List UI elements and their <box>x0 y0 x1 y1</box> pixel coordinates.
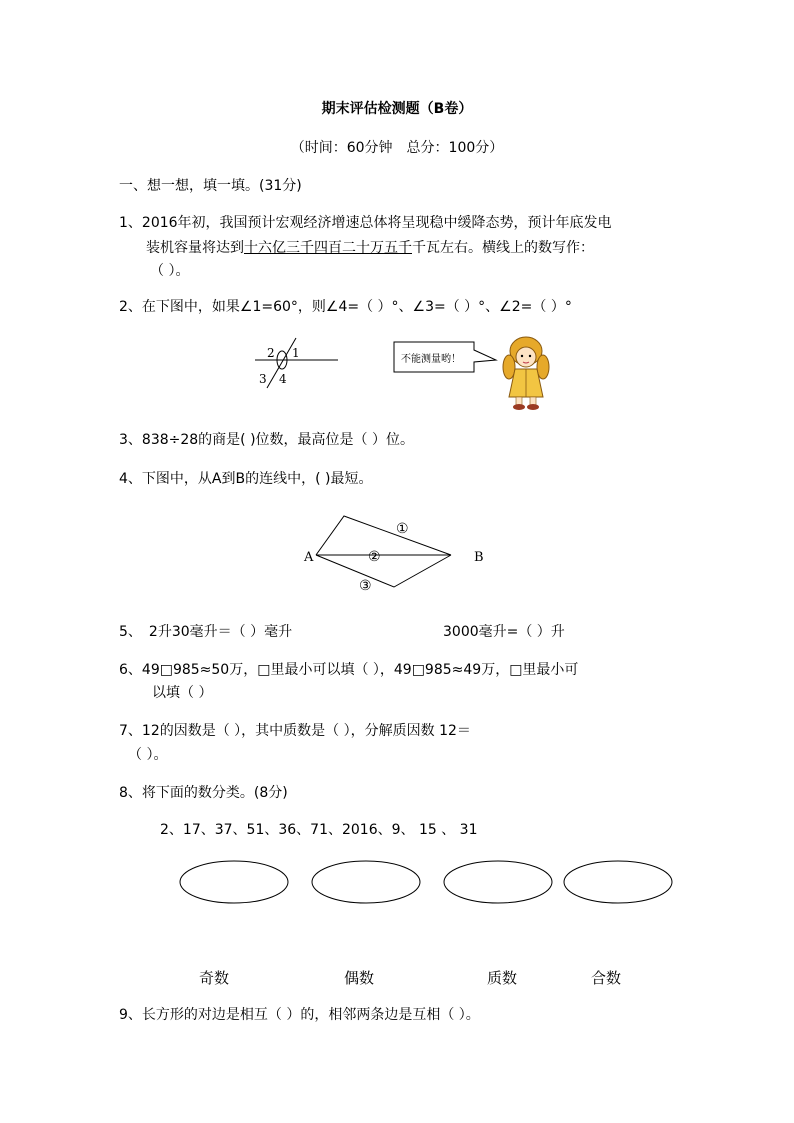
question-6-line-2: 以填（ ） <box>152 685 213 701</box>
question-5-part-2: 3000毫升=（ ）升 <box>443 624 565 640</box>
point-b-label: B <box>474 550 484 565</box>
path-1 <box>316 516 451 555</box>
angle-diagram <box>250 336 345 391</box>
angle-label-3: 3 <box>259 372 267 386</box>
question-9: 9、长方形的对边是相互（ ）的，相邻两条边是互相（ ）。 <box>119 1007 480 1023</box>
underlined-number: 十六亿三千四百二十万五千 <box>244 240 412 256</box>
question-7-line-1: 7、12的因数是（ ），其中质数是（ ），分解质因数 12＝ <box>119 723 471 739</box>
sorting-ovals <box>176 858 676 908</box>
path-label-1: ① <box>396 521 409 537</box>
number-list: 2、17、37、51、36、71、2016、9、 15 、 31 <box>160 822 478 838</box>
question-6-line-1: 6、49□985≈50万，□里最小可以填（ ），49□985≈49万，□里最小可 <box>119 662 579 678</box>
question-2: 2、在下图中，如果∠1=60°，则∠4=（ ）°、∠3=（ ）°、∠2=（ ）° <box>119 299 572 315</box>
odd-number-oval[interactable] <box>180 861 288 903</box>
question-7-line-2: （ ）。 <box>128 747 168 763</box>
category-even: 偶数 <box>344 969 375 987</box>
question-4: 4、下图中，从A到B的连线中，( )最短。 <box>119 471 373 487</box>
category-odd: 奇数 <box>199 969 230 987</box>
question-8: 8、将下面的数分类。(8分) <box>119 785 288 801</box>
composite-number-oval[interactable] <box>564 861 672 903</box>
path-label-2: ② <box>368 549 381 565</box>
speech-bubble-text: 不能测量哟！ <box>401 354 461 365</box>
category-composite: 合数 <box>591 969 622 987</box>
prime-number-oval[interactable] <box>444 861 552 903</box>
question-3: 3、838÷28的商是( )位数，最高位是（ ）位。 <box>119 432 414 448</box>
speech-bubble <box>392 340 502 376</box>
question-1-line-1: 1、2016年初，我国预计宏观经济增速总体将呈现稳中缓降态势，预计年底发电 <box>119 215 612 231</box>
angle-label-2: 2 <box>267 346 275 360</box>
category-prime: 质数 <box>487 969 518 987</box>
exam-info: （时间：60分钟 总分：100分） <box>290 140 504 156</box>
question-5-part-1: 5、 2升30毫升＝（ ）毫升 <box>119 624 293 640</box>
even-number-oval[interactable] <box>312 861 420 903</box>
path-3 <box>316 555 451 587</box>
point-a-label: A <box>304 550 314 565</box>
path-diagram <box>296 510 496 598</box>
question-1-text-post: 千瓦左右。横线上的数写作： <box>412 240 594 256</box>
page-title: 期末评估检测题（B卷） <box>321 101 473 117</box>
angle-label-1: 1 <box>292 346 300 360</box>
angle-label-4: 4 <box>279 372 287 386</box>
question-1-line-2 <box>146 237 594 257</box>
path-label-3: ③ <box>359 578 372 594</box>
girl-cartoon-icon <box>499 333 557 411</box>
section-heading: 一、想一想，填一填。(31分) <box>119 178 302 194</box>
answer-blank[interactable]: （ ）。 <box>150 263 190 279</box>
question-1-text-pre: 装机容量将达到 <box>146 240 244 256</box>
